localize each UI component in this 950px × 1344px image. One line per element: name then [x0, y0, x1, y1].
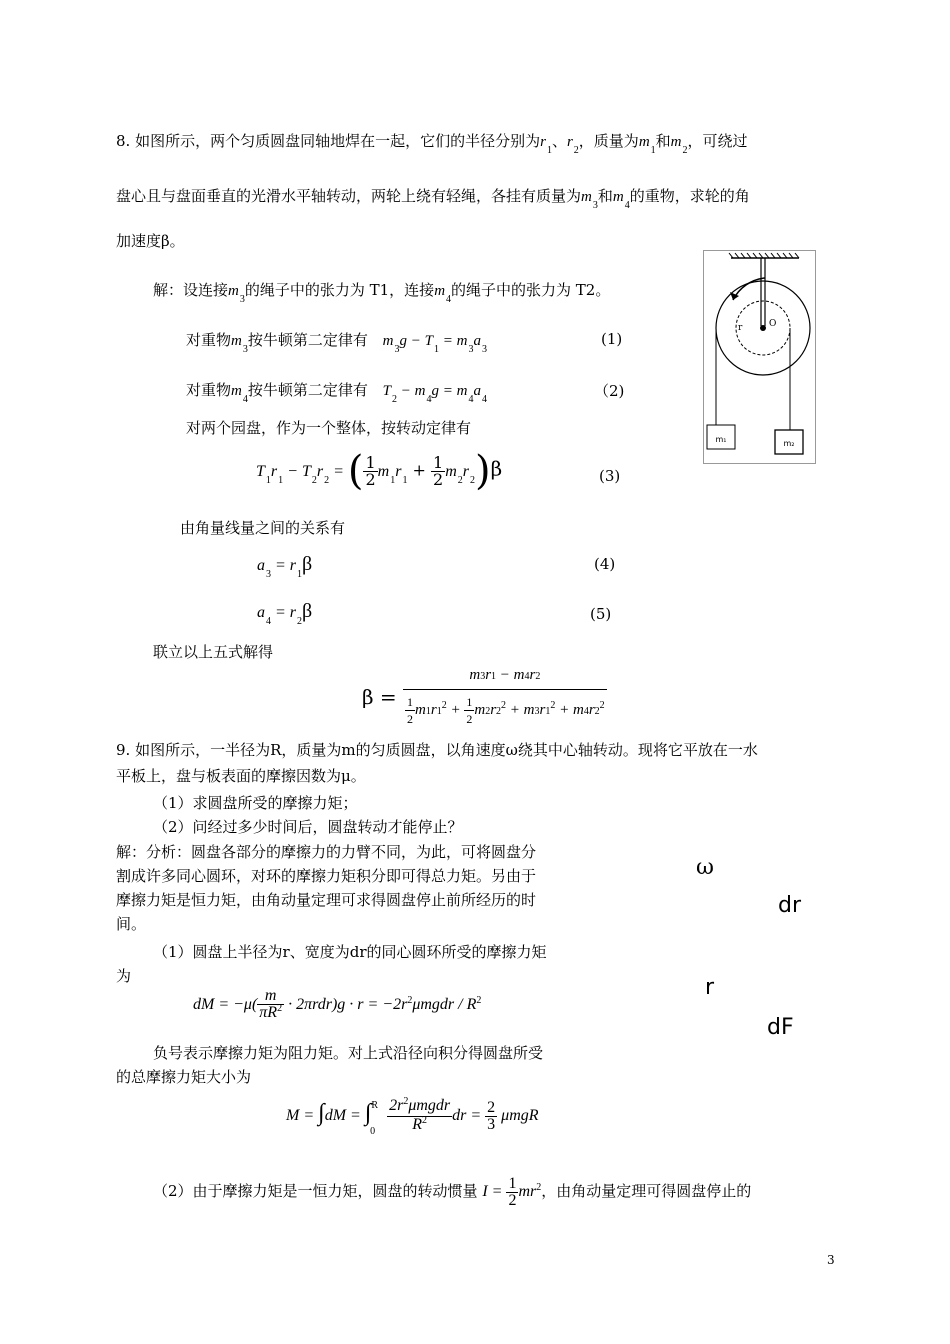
- eq2-number: （2): [594, 382, 625, 400]
- p9-analysis-3: 摩擦力矩是恒力矩，由角动量定理可求得圆盘停止前所经历的时: [116, 891, 537, 909]
- text: 按牛顿第二定律有: [247, 381, 368, 399]
- text: 盘心且与盘面垂直的光滑水平轴转动，两轮上绕有轻绳，各挂有质量为: [116, 187, 582, 205]
- relation-text: 由角量线量之间的关系有: [180, 519, 346, 537]
- text: 按牛顿第二定律有: [247, 331, 368, 349]
- text: 对重物: [186, 331, 232, 349]
- text: 的重物，求轮的角: [629, 187, 750, 205]
- p9-analysis-1: 解：分析：圆盘各部分的摩擦力的力臂不同，为此，可将圆盘分: [116, 843, 537, 861]
- page-number: 3: [827, 1253, 835, 1267]
- p9-question1: （1）求圆盘所受的摩擦力矩；: [153, 794, 358, 812]
- eq1-line: [186, 330, 487, 353]
- text: 和: [597, 187, 613, 205]
- text: 解：设连接: [153, 281, 229, 299]
- beta-solution-formula: β = m3r1 − m4r2 $\frac{1}{2}$ $m1r1^2$ + $\frac{1}{2}$ $m2r2^2 + m3r1^2 + m4r2^2$: [362, 667, 605, 726]
- p8-solution-intro: [153, 280, 610, 303]
- p9-part2: （2）由于摩擦力矩是一恒力矩，圆盘的转动惯量 I = $\frac{1}{2}$ $mr^2$，由角动量定理可得圆盘停止的: [153, 1175, 752, 1209]
- m3-symbol: $m_3$: [581, 189, 598, 211]
- fig-dr-label: dr: [778, 893, 802, 918]
- eq1-number: (1): [601, 330, 623, 348]
- fig-omega-label: ω: [696, 855, 714, 880]
- m2-symbol: $m_2$: [670, 134, 688, 156]
- p9-analysis-4: 间。: [116, 915, 147, 933]
- m4-symbol: $m_4$: [231, 383, 248, 405]
- text: 8. 如图所示，两个匀质圆盘同轴地焊在一起，它们的半径分别为: [116, 132, 541, 150]
- r-label: r: [738, 323, 743, 333]
- solve-text: 联立以上五式解得: [153, 643, 274, 661]
- M-integral-formula: M = ∫dM = ∫$^R_0$ $\frac{2r^2\mu mgdr}{R^2}$ dr = $\frac{2}{3}$ μmgR: [286, 1096, 539, 1138]
- eq4-number: (4): [594, 555, 616, 573]
- eq1-formula: $m_3g - T_1 = m_3a_3$: [382, 333, 487, 355]
- eq4-formula: $a_3 = r_1\beta$: [257, 553, 313, 580]
- text: 的绳子中的张力为 T1，连接: [244, 281, 435, 299]
- r2-symbol: $r_2$: [566, 134, 579, 156]
- text: （2）由于摩擦力矩是一恒力矩，圆盘的转动惯量: [153, 1182, 478, 1201]
- eq3-intro: 对两个园盘，作为一个整体，按转动定律有: [186, 419, 472, 437]
- eq5-formula: $a_4 = r_2\beta$: [257, 600, 313, 627]
- fig-dF-label: dF: [767, 1015, 794, 1040]
- m4-symbol: $m_4$: [612, 189, 630, 211]
- p9-line1: 9. 如图所示，一半径为R，质量为m的匀质圆盘，以角速度ω绕其中心轴转动。现将它平放在一水: [116, 741, 758, 759]
- eq3-formula: $T_1r_1 - T_2r_2$ = ( $\frac{1}{2}$ $m_1r_1$ + $\frac{1}{2}$ $m_2r_2)\beta$: [256, 448, 503, 494]
- m3-symbol: $m_3$: [228, 283, 245, 305]
- text: 和: [655, 132, 671, 150]
- pulley-figure: [703, 250, 816, 464]
- text: 的绳子中的张力为 T2。: [451, 281, 611, 299]
- eq2-line: [186, 380, 487, 403]
- m3-symbol: $m_3$: [231, 333, 248, 355]
- mass-right-label: m₂: [783, 439, 795, 448]
- p9-line2: 平板上，盘与板表面的摩擦因数为μ。: [116, 767, 366, 785]
- p9-analysis-2: 割成许多同心圆环，对环的摩擦力矩积分即可得总力矩。另由于: [116, 867, 537, 885]
- text: 、: [551, 132, 567, 150]
- p9-part1-b: 为: [116, 967, 132, 985]
- p8-line3: 加速度β。: [116, 232, 185, 250]
- p9-neg-2: 的总摩擦力矩大小为: [116, 1068, 252, 1086]
- p9-part1-a: （1）圆盘上半径为r、宽度为dr的同心圆环所受的摩擦力矩: [153, 943, 547, 961]
- p8-line2: [116, 186, 750, 209]
- m1-symbol: $m_1$: [638, 134, 656, 156]
- p9-question2: （2）问经过多少时间后，圆盘转动才能停止？: [153, 818, 463, 836]
- p8-line1: [116, 131, 748, 154]
- dM-formula: dM = −μ( $\frac{m}{\pi R^2}$ · $2\pi rdr)g \cdot r = -2r^2\mu mgdr / R^2$: [193, 987, 482, 1021]
- fig-r-label: r: [705, 975, 715, 1000]
- pulley-diagram: [703, 250, 816, 464]
- r1-symbol: $r_1$: [540, 134, 552, 156]
- m4-symbol: $m_4$: [434, 283, 452, 305]
- text: ，质量为: [578, 132, 639, 150]
- mass-left-label: m₁: [715, 435, 727, 444]
- eq2-formula: $T_2 - m_4g = m_4a_4$: [382, 383, 487, 405]
- text: ，由角动量定理可得圆盘停止的: [541, 1182, 752, 1201]
- eq3-number: (3): [599, 467, 621, 485]
- p9-neg-1: 负号表示摩擦力矩为阻力矩。对上式沿径向积分得圆盘所受: [153, 1044, 544, 1062]
- eq5-number: (5): [590, 605, 612, 623]
- text: ，可绕过: [687, 132, 748, 150]
- text: 对重物: [186, 381, 232, 399]
- o-label: O: [769, 319, 777, 329]
